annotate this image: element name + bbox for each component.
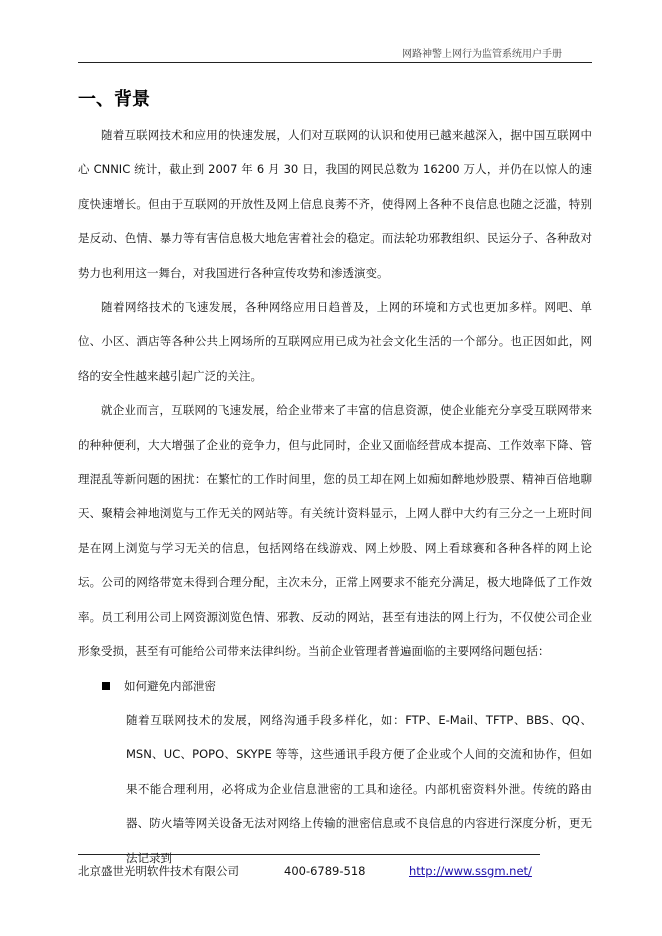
document-body xyxy=(78,118,592,875)
paragraph: 随着互联网技术和应用的快速发展，人们对互联网的认识和使用已越来越深入，据中国互联网中心 CNNIC 统计，截止到 2007 年 6 月 30 日，我国的网民总数为 16200 万人，并仍在以惊人的速度快速增长。但由于互联网的开放性及网上信息良莠不齐，使得网上各种不良信息也随之泛滥，特别是反动、色情、暴力等有害信息极大地危害着社会的稳定。而法轮功邪教组织、民运分子、各种敌对势力也利用这一舞台，对我国进行各种宣传攻势和渗透演变。 xyxy=(78,128,592,280)
square-bullet-icon xyxy=(102,682,110,690)
footer-website-link[interactable]: http://www.ssgm.net/ xyxy=(409,864,532,878)
paragraph: 随着网络技术的飞速发展，各种网络应用日趋普及，上网的环境和方式也更加多样。网吧、单位、小区、酒店等各种公共上网场所的互联网应用已成为社会文化生活的一个部分。也正因如此，网络的安全性越来越引起广泛的关注。 xyxy=(78,300,592,383)
section-heading: 一、背景 xyxy=(78,89,150,110)
paragraph: 就企业而言，互联网的飞速发展，给企业带来了丰富的信息资源，使企业能充分享受互联网带来的种种便利，大大增强了企业的竞争力，但与此同时，企业又面临经营成本提高、工作效率下降、管理混乱等新问题的困扰：在繁忙的工作时间里，您的员工却在网上如痴如醉地炒股票、精神百倍地聊天、聚精会神地浏览与工作无关的网站等。有关统计资料显示，上网人群中大约有三分之一上班时间是在网上浏览与学习无关的信息，包括网络在线游戏、网上炒股、网上看球赛和各种各样的网上论坛。公司的网络带宽未得到合理分配，主次未分，正常上网要求不能充分满足，极大地降低了工作效率。员工利用公司上网资源浏览色情、邪教、反动的网站，甚至有违法的网上行为，不仅使公司企业形象受损，甚至有可能给公司带来法律纠纷。当前企业管理者普遍面临的主要网络问题包括： xyxy=(78,403,592,659)
footer-divider xyxy=(78,854,540,855)
bullet-item xyxy=(78,669,592,703)
footer-phone: 400-6789-518 xyxy=(284,864,366,878)
page-header xyxy=(78,38,592,63)
page-footer xyxy=(78,862,592,880)
footer-company: 北京盛世光明软件技术有限公司 xyxy=(78,864,239,878)
bullet-paragraph: 随着互联网技术的发展，网络沟通手段多样化，如：FTP、E-Mail、TFTP、BBS、QQ、MSN、UC、POPO、SKYPE 等等，这些通讯手段方便了企业或个人间的交流和协作，但如果不能合理利用，必将成为企业信息泄密的工具和途径。内部机密资料外泄。传统的路由器、防火墙等网关设备无法对网络上传输的泄密信息或不良信息的内容进行深度分析，更无法记录到 xyxy=(126,712,592,865)
header-title: 网路神警上网行为监管系统用户手册 xyxy=(402,49,562,60)
bullet-label: 如何避免内部泄密 xyxy=(124,678,216,693)
